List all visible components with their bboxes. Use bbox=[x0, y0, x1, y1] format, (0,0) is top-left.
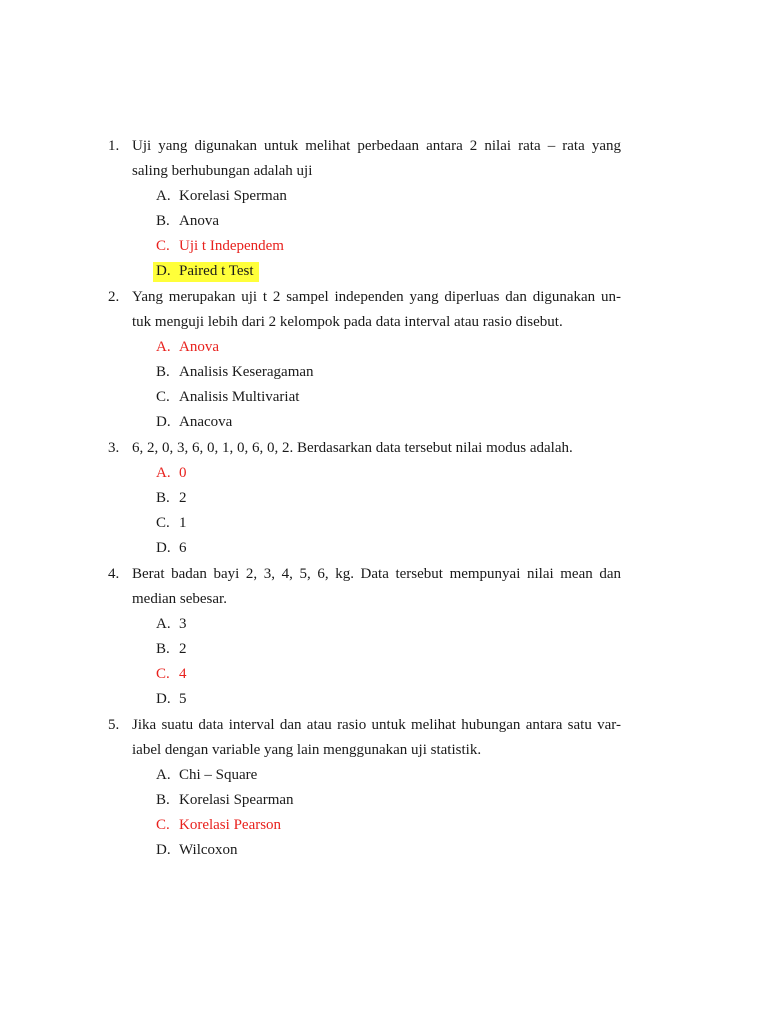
question-line: iabel dengan variable yang lain menggunakan uji statistik. bbox=[132, 742, 482, 758]
option-text: Analisis Keseragaman bbox=[179, 364, 314, 380]
question-number: 5. bbox=[108, 717, 120, 733]
option-text: Paired t Test bbox=[179, 263, 254, 279]
option-letter: A. bbox=[156, 339, 171, 355]
question-text bbox=[132, 562, 621, 612]
question-line: saling berhubungan adalah uji bbox=[132, 163, 313, 179]
option-text: Anova bbox=[179, 339, 219, 355]
option-text: 4 bbox=[179, 666, 187, 682]
option-letter: A. bbox=[156, 616, 171, 632]
option-letter: D. bbox=[156, 263, 171, 279]
option-text: Korelasi Spearman bbox=[179, 792, 294, 808]
option-letter: B. bbox=[156, 364, 170, 380]
option-text: 2 bbox=[179, 641, 187, 657]
option-text: 6 bbox=[179, 540, 187, 556]
option-text: Anova bbox=[179, 213, 219, 229]
option-letter: D. bbox=[156, 842, 171, 858]
option-letter: C. bbox=[156, 515, 170, 531]
option-letter: B. bbox=[156, 792, 170, 808]
question-line: tuk menguji lebih dari 2 kelompok pada data interval atau rasio disebut. bbox=[132, 314, 563, 330]
option-letter: D. bbox=[156, 691, 171, 707]
option-text: Wilcoxon bbox=[179, 842, 238, 858]
question-number: 2. bbox=[108, 289, 120, 305]
option-text: Analisis Multivariat bbox=[179, 389, 300, 405]
option-letter: D. bbox=[156, 540, 171, 556]
question-line: Jika suatu data interval dan atau rasio untuk melihat hubungan antara satu var- bbox=[132, 717, 621, 733]
option-text: 1 bbox=[179, 515, 187, 531]
option-letter: B. bbox=[156, 490, 170, 506]
question-line: median sebesar. bbox=[132, 591, 227, 607]
option-text: Uji t Independem bbox=[179, 238, 284, 254]
option-letter: B. bbox=[156, 641, 170, 657]
option-letter: C. bbox=[156, 238, 170, 254]
option-text: 3 bbox=[179, 616, 187, 632]
question-number: 3. bbox=[108, 440, 120, 456]
question-line: Uji yang digunakan untuk melihat perbedaan antara 2 nilai rata – rata yang bbox=[132, 138, 621, 154]
option-letter: A. bbox=[156, 188, 171, 204]
option-letter: A. bbox=[156, 465, 171, 481]
question-number: 1. bbox=[108, 138, 120, 154]
option-letter: D. bbox=[156, 414, 171, 430]
question-text bbox=[132, 436, 621, 461]
option-letter: C. bbox=[156, 666, 170, 682]
option-letter: A. bbox=[156, 767, 171, 783]
question-line: Yang merupakan uji t 2 sampel independen yang diperluas dan digunakan un- bbox=[132, 289, 621, 305]
option-letter: B. bbox=[156, 213, 170, 229]
question-text bbox=[132, 713, 621, 763]
option-text: Chi – Square bbox=[179, 767, 258, 783]
option-text: Korelasi Pearson bbox=[179, 817, 282, 833]
question-line: 6, 2, 0, 3, 6, 0, 1, 0, 6, 0, 2. Berdasarkan data tersebut nilai modus adalah. bbox=[132, 440, 573, 456]
option-text: 2 bbox=[179, 490, 187, 506]
option-text: Korelasi Sperman bbox=[179, 188, 287, 204]
option-letter: C. bbox=[156, 389, 170, 405]
option-text: 5 bbox=[179, 691, 187, 707]
question-number: 4. bbox=[108, 566, 120, 582]
question-text bbox=[132, 285, 621, 335]
question-line: Berat badan bayi 2, 3, 4, 5, 6, kg. Data tersebut mempunyai nilai mean dan bbox=[132, 566, 621, 582]
option-text: Anacova bbox=[179, 414, 233, 430]
option-letter: C. bbox=[156, 817, 170, 833]
question-text bbox=[132, 134, 621, 184]
option-text: 0 bbox=[179, 465, 187, 481]
